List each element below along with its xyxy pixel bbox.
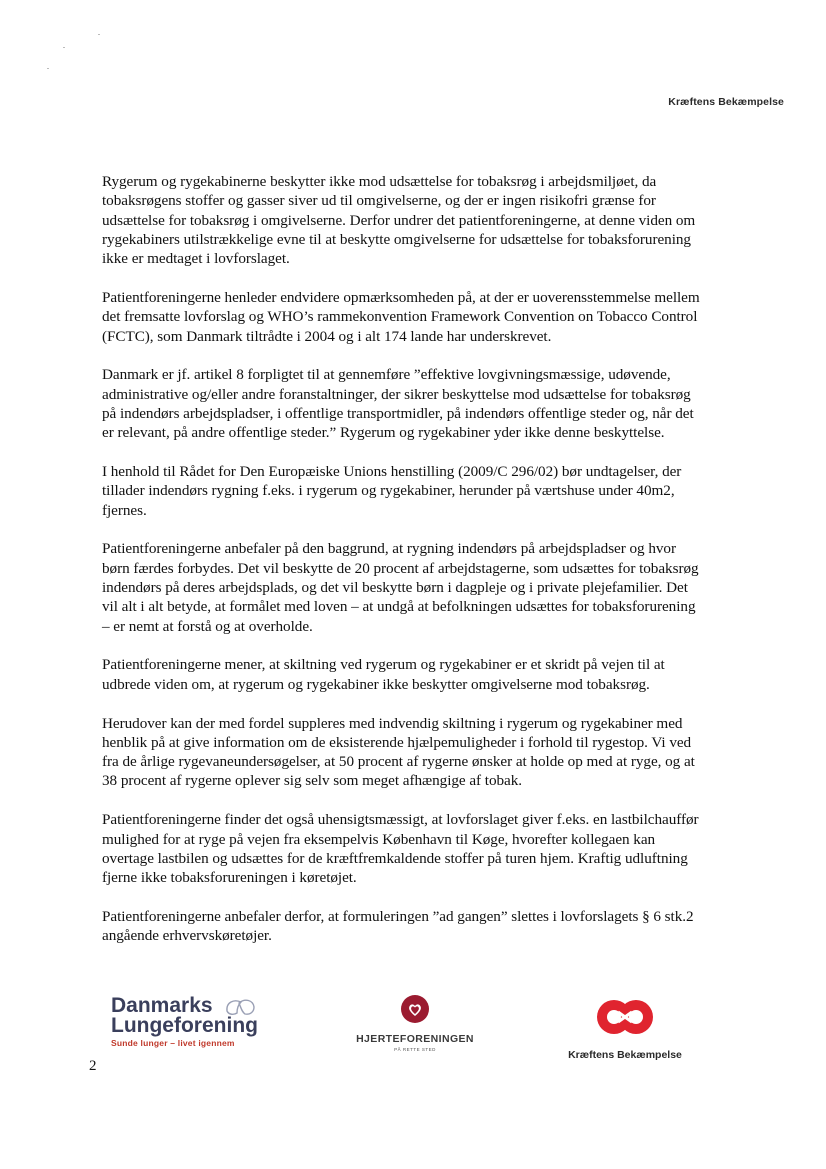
scan-speck	[98, 34, 100, 35]
paragraph: Herudover kan der med fordel suppleres med indvendig skiltning i rygerum og rygekabiner med henblik på at give information om de eksisterende hjælpemuligheder i forhold til rygestop. Vi ved fra de årlige rygevaneundersøgelser, at 50 procent af rygerne ønsker at holde op med at ryge, og at 38 procent af rygerne oplever sig selv som meget afhængige af tobak.	[102, 714, 695, 790]
lungeforening-logo	[111, 996, 291, 1048]
paragraph: I henhold til Rådet for Den Europæiske Unions henstilling (2009/C 296/02) bør undtagelser, der tillader indendørs rygning f.eks. i rygerum og rygekabiner, herunder på værtshuse under 40m2, fjernes.	[102, 463, 682, 519]
lung-icon	[224, 996, 256, 1018]
hjerte-tagline: PÅ RETTE STED	[394, 1047, 436, 1052]
paragraph: Rygerum og rygekabinerne beskytter ikke mod udsættelse for tobaksrøg i arbejdsmiljøet, da tobaksrøgens stoffer og gasser siver ud til omgivelserne, og der er ingen risikofri grænse for udsættelse for tobaksrøg i omgivelserne. Derfor undrer det patientforeningerne, at denne viden om rygekabiners utilstrækkelige evne til at beskytte omgivelserne for udsættelse for tobaksforurening ikke er medtaget i lovforslaget.	[102, 173, 696, 268]
paragraph: Danmark er jf. artikel 8 forpligtet til at gennemføre ”effektive lovgivningsmæssige, udøvende, administrative og/eller andre foranstaltninger, der sikrer beskyttelse mod udsættelse for tobaksrøg på indendørs arbejdspladser, i offentlige transportmidler, på indendørs offentlige steder og, når det er relevant, på andre offentlige steder.” Rygerum og rygekabiner yder ikke denne beskyttelse.	[102, 366, 694, 442]
kraeftens-logo	[560, 996, 690, 1061]
footer-logos	[0, 990, 826, 1110]
page-number: 2	[89, 1058, 97, 1074]
letter-body	[102, 172, 702, 965]
scan-speck	[47, 68, 49, 69]
paragraph: Patientforeningerne finder det også uhensigtsmæssigt, at lovforslaget giver f.eks. en lastbilchauffør mulighed for at ryge på vejen fra eksempelvis København til Køge, hvorefter kollegaen kan overtage lastbilen og udsættes for de kræftfremkaldende stoffer på turen hjem. Kraftig udluftning fjerne ikke tobaksforureningen i køretøjet.	[102, 811, 699, 887]
lunge-tagline: Sunde lunger – livet igennem	[111, 1038, 235, 1048]
paragraph: Patientforeningerne anbefaler derfor, at formuleringen ”ad gangen” slettes i lovforslagets § 6 stk.2 angående erhvervskøretøjer.	[102, 907, 694, 945]
lunge-title-line1: Danmarks	[111, 994, 213, 1017]
paragraph: Patientforeningerne mener, at skiltning ved rygerum og rygekabiner er et skridt på vejen til at udbrede viden om, at rygerum og rygekabiner ikke beskytter omgivelserne mod tobaksrøg.	[102, 656, 665, 693]
scan-speck	[63, 47, 65, 48]
infinity-icon	[590, 996, 660, 1038]
paragraph: Patientforeningerne henleder endvidere opmærksomheden på, at der er uoverensstemmelse mellem det fremsatte lovforslag og WHO’s rammekonvention Framework Convention on Tobacco Control (FCTC), som Danmark tiltrådte i 2004 og i alt 174 lande har underskrevet.	[102, 288, 700, 345]
heart-icon	[400, 994, 430, 1024]
hjerte-name: HJERTEFORENINGEN	[356, 1033, 474, 1045]
header-brand: Kræftens Bekæmpelse	[668, 96, 784, 108]
kraeft-name: Kræftens Bekæmpelse	[568, 1049, 682, 1061]
hjerteforeningen-logo	[345, 994, 485, 1052]
paragraph: Patientforeningerne anbefaler på den baggrund, at rygning indendørs på arbejdspladser og hvor børn færdes forbydes. Det vil beskytte de 20 procent af arbejdstagerne, som udsættes for tobaksrøg indendørs på deres arbejdsplads, og det vil beskytte børn i dagpleje og i private plejefamilier. Det vil alt i alt betyde, at formålet med loven – at undgå at befolkningen udsættes for tobaksforurening – er nemt at forstå og at overholde.	[102, 540, 699, 635]
lunge-title-line2: Lungeforening	[111, 1014, 258, 1037]
